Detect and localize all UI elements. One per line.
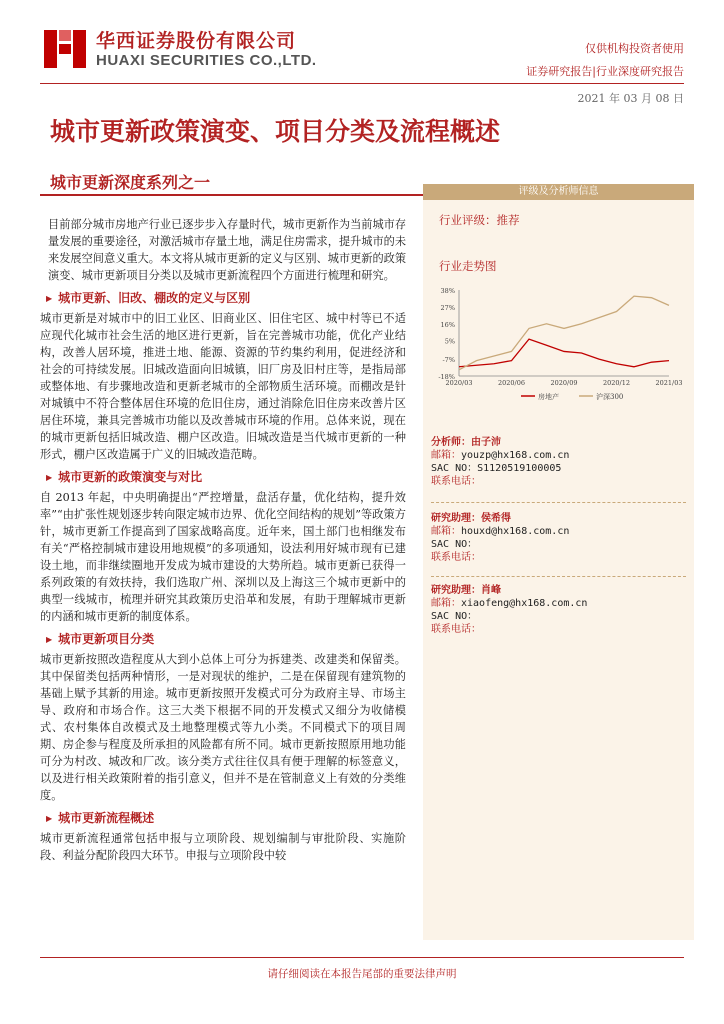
section-heading-text: 城市更新流程概述: [58, 811, 155, 825]
y-tick-label: -18%: [438, 373, 455, 381]
analyst-name: 肖峰: [481, 585, 501, 596]
analyst-separator: [431, 502, 686, 503]
section-body: 城市更新按照改造程度从大到小总体上可分为拆建类、改建类和保留类。其中保留类包括两种情形，一是对现状的维护，二是在保留现有建筑物的基础上赋予其新的用途。城市更新按照开发模式可分为政府主导、市场主导、政府和市场合作。这三大类下根据不同的开发模式又细分为收储模式、农村集体自改模式及土地整理模式等九小类。不同模式下的项目周期、房企参与程度及所承担的风险都有所不同。城市更新按照原用地功能可分为村改、城改和厂改。该分类方式往往仅具有便于理解的标签意义，以及进行相关政策附着的指引意义，但并不是在管制意义上有效的分类维度。: [40, 653, 406, 802]
analyst-block: [431, 512, 569, 564]
report-date: 2021 年 03 月 08 日: [577, 92, 684, 105]
legal-disclaimer-note: 请仔细阅读在本报告尾部的重要法律声明: [267, 968, 457, 980]
company-name-cn: 华西证券股份有限公司: [96, 30, 297, 52]
section-heading: [46, 469, 406, 486]
section-heading: [46, 810, 406, 827]
analyst-separator: [431, 576, 686, 577]
rating-value: 推荐: [496, 213, 520, 227]
sac-number: S1120519100005: [477, 463, 562, 474]
x-tick-label: 2020/12: [602, 379, 631, 387]
main-content: [40, 216, 406, 870]
section-heading-text: 城市更新的政策演变与对比: [58, 470, 203, 484]
x-tick-label: 2020/06: [497, 379, 526, 387]
triangle-bullet-icon: ▶: [46, 813, 53, 823]
analyst-role: 分析师：: [431, 437, 471, 448]
triangle-bullet-icon: ▶: [46, 293, 53, 303]
legend-label: 房地产: [538, 393, 559, 401]
header-divider: [40, 83, 684, 84]
email-label: 邮箱：: [431, 450, 461, 461]
analyst-role: 研究助理：: [431, 513, 481, 524]
analyst-block: [431, 584, 587, 636]
industry-rating: [439, 212, 520, 228]
phone-label: 联系电话：: [431, 476, 481, 487]
series-line-csi300: [459, 296, 669, 370]
company-name-en: HUAXI SECURITIES CO.,LTD.: [96, 52, 317, 69]
analyst-name: 由子沛: [471, 437, 501, 448]
y-tick-label: 38%: [440, 287, 455, 295]
section-heading: [46, 631, 406, 648]
trend-chart-label: 行业走势图: [439, 259, 497, 273]
triangle-bullet-icon: ▶: [46, 634, 53, 644]
email-label: 邮箱：: [431, 526, 461, 537]
sac-label: SAC NO：: [431, 463, 478, 474]
legend-label: 沪深300: [596, 393, 624, 401]
sac-label: SAC NO：: [431, 539, 478, 550]
triangle-bullet-icon: ▶: [46, 472, 53, 482]
sac-label: SAC NO：: [431, 611, 478, 622]
section-body: 自 2013 年起，中央明确提出“严控增量，盘活存量，优化结构，提升效率”“由扩张性规划逐步转向限定城市边界、优化空间结构的规划”等政策方针，城市更新工作提高到了国家战略高度。近年来，国土部门也相继发布有关“严格控制城市建设用地规模”的多项通知，设法利用好城市现有已建设土地，而非继续圈地开发成为城市建设的大势所趋。城市更新已获得一系列政策的有效扶持，我们选取广州、深圳以及上海这三个城市更新中的典型一线城市，梳理并研究其政策历史沿革和发展，有助于理解城市更新的内涵和城市更新的制度体系。: [40, 491, 406, 623]
intro-paragraph: 目前部分城市房地产行业已逐步步入存量时代，城市更新作为当前城市存量发展的重要途径，对激活城市存量土地，满足住房需求，提升城市的未来发展空间意义重大。本文将从城市更新的定义与区别、城市更新的政策演变、城市更新项目分类以及城市更新流程四个方面进行梳理和研究。: [48, 218, 407, 282]
report-type: 证券研究报告|行业深度研究报告: [526, 65, 684, 78]
analyst-email[interactable]: youzp@hx168.com.cn: [461, 450, 570, 461]
section-heading: [46, 290, 406, 307]
analyst-role: 研究助理：: [431, 585, 481, 596]
trend-chart-svg: [429, 282, 691, 410]
trend-chart: [429, 282, 691, 410]
phone-label: 联系电话：: [431, 624, 481, 635]
series-subtitle: 城市更新深度系列之一: [50, 173, 211, 192]
section-heading-text: 城市更新项目分类: [58, 632, 155, 646]
email-label: 邮箱：: [431, 598, 461, 609]
analyst-name: 侯希得: [481, 513, 511, 524]
section-heading-text: 城市更新、旧改、棚改的定义与区别: [58, 291, 251, 305]
panel-header: 评级及分析师信息: [423, 184, 694, 200]
y-tick-label: 16%: [440, 320, 455, 329]
y-tick-label: 27%: [440, 303, 455, 312]
section-body: 城市更新是对城市中的旧工业区、旧商业区、旧住宅区、城中村等已不适应现代化城市社会生活的地区进行更新，旨在完善城市功能，优化产业结构，改善人居环境，推进土地、能源、资源的节约集约利用，促进经济和社会的可持续发展。旧城改造面向旧城镇，旧厂房及旧村庄等，是指局部或整体地、有步骤地改造和更新老城市的全部物质生活环境。而棚改是针对城镇中不符合整体居住环境的危旧住房，通过消除危旧住房来改善片区居住环境，兼具完善城市功能以及改善城市环境的作用。总体来说，现在的城市更新包括旧城改造、棚户区改造。旧城改造是当代城市更新的一种形式，棚户区改造属于广义的旧城改造范畴。: [40, 312, 406, 461]
huaxi-logo-icon: [44, 28, 86, 70]
y-tick-label: 5%: [444, 337, 455, 346]
x-tick-label: 2020/09: [550, 379, 578, 387]
x-tick-label: 2021/03: [655, 379, 683, 387]
analyst-email[interactable]: houxd@hx168.com.cn: [461, 526, 570, 537]
y-tick-label: -7%: [442, 356, 455, 365]
report-title: 城市更新政策演变、项目分类及流程概述: [50, 117, 501, 146]
series-line-real-estate: [459, 339, 669, 367]
section-body: 城市更新流程通常包括申报与立项阶段、规划编制与审批阶段、实施阶段、利益分配阶段四大环节。申报与立项阶段中较: [40, 832, 406, 862]
analyst-block: [431, 436, 569, 488]
footer-divider: [40, 957, 684, 958]
rating-label: 行业评级：: [439, 213, 497, 227]
analyst-email[interactable]: xiaofeng@hx168.com.cn: [461, 598, 588, 609]
phone-label: 联系电话：: [431, 552, 481, 563]
x-tick-label: 2020/03: [445, 379, 473, 387]
rating-analyst-panel: [423, 184, 694, 940]
audience-note: 仅供机构投资者使用: [585, 42, 684, 55]
